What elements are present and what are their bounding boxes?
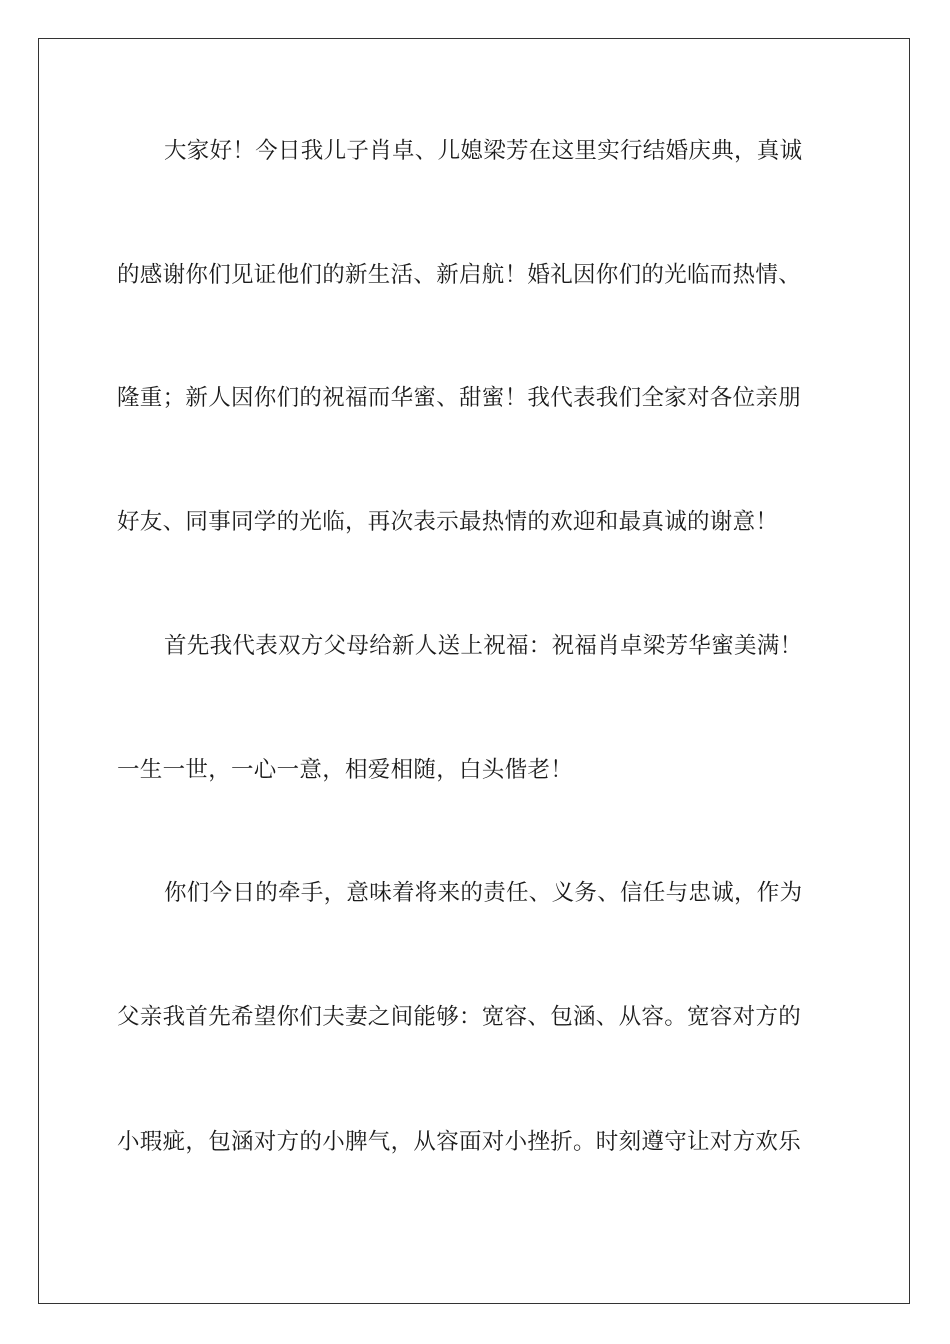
text-line-1: 大家好！今日我儿子肖卓、儿媳梁芳在这里实行结婚庆典，真诚: [164, 138, 803, 164]
text-line-7: 你们今日的牵手，意味着将来的责任、义务、信任与忠诚，作为: [164, 880, 803, 906]
text-line-5: 首先我代表双方父母给新人送上祝福：祝福肖卓梁芳华蜜美满！: [164, 633, 803, 659]
text-line-9: 小瑕疵，包涵对方的小脾气，从容面对小挫折。时刻遵守让对方欢乐: [117, 1129, 802, 1155]
text-line-6: 一生一世，一心一意，相爱相随，白头偕老！: [117, 757, 574, 783]
text-line-8: 父亲我首先希望你们夫妻之间能够：宽容、包涵、从容。宽容对方的: [117, 1004, 802, 1030]
page-border: [38, 38, 910, 1304]
text-line-3: 隆重；新人因你们的祝福而华蜜、甜蜜！我代表我们全家对各位亲朋: [117, 385, 802, 411]
text-line-4: 好友、同事同学的光临，再次表示最热情的欢迎和最真诚的谢意！: [117, 509, 779, 535]
text-line-2: 的感谢你们见证他们的新生活、新启航！婚礼因你们的光临而热情、: [117, 262, 802, 288]
